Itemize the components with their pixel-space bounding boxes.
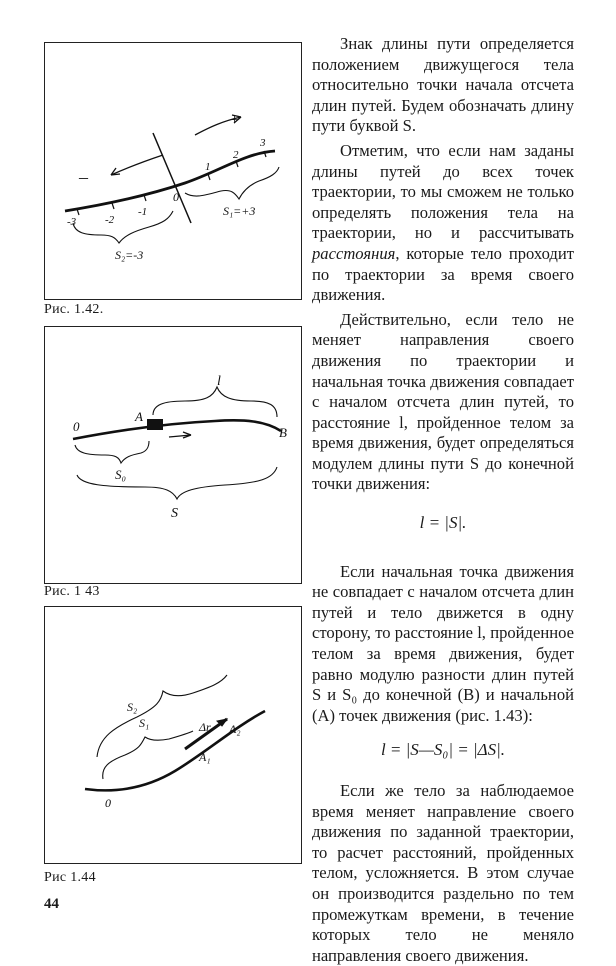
s2-label: S₂=-3 [115, 248, 144, 262]
figure-1-43-drawing [45, 327, 301, 583]
delta-r-label: Δr [199, 720, 211, 734]
figure-1-44-caption: Рис 1.44 [44, 870, 96, 885]
formula-2: l = |S—S₀| = |ΔS|. [380, 740, 506, 760]
brace-s1 [103, 731, 193, 779]
paragraph-1: Знак длины пути определяется положением движущегося тела относительно точки начала отсчета длин путей. Будем обозначать длину пути буквой S. [312, 34, 574, 136]
brace-s [77, 467, 277, 499]
brace-l [153, 387, 277, 417]
tick-label-2: 2 [233, 149, 239, 161]
s2-label: S₂ [127, 700, 138, 714]
paragraph-3: Действительно, если тело не меняет направления своего движения по траектории и начальная точка движения совпадает с началом отсчета длин путей, то расстояние l, пройденное телом за время движения, будет определяться модулем длины пути S до конечной точки движения: [312, 309, 574, 494]
figure-1-42 [44, 42, 302, 300]
figure-1-44-drawing [45, 607, 301, 863]
trajectory-curve [65, 151, 275, 211]
tick-label-minus-1: -1 [138, 206, 148, 218]
figure-1-44 [44, 606, 302, 864]
point-a-label: A [135, 409, 143, 424]
tick-label-minus-2: -2 [105, 214, 115, 226]
paragraph-4: Если начальная точка движения не совпадает с началом отсчета длин путей и тело движется в одну сторону, то расстояние l, пройденное телом за время движения, будет равно модулю разности длин путей S и S₀ до конечной (B) и начальной (A) точек движения (рис. 1.43): [312, 561, 574, 725]
arrow-backward [111, 155, 163, 175]
page-number: 44 [44, 896, 59, 912]
s1-label: S₁ [139, 716, 150, 730]
origin-axis-line [153, 133, 191, 223]
l-label: l [217, 374, 221, 389]
body-text-column [312, 34, 574, 966]
point-o-label: 0 [73, 419, 80, 434]
s0-label: S₀ [115, 467, 127, 482]
paragraph-2-part-a: Отметим, что если нам заданы длины путей до всех точек траектории, то мы сможем не только определять положения тела на траектории, но и рассчитывать [312, 140, 574, 243]
plus-sign: + [229, 112, 240, 129]
point-b-label: B [279, 425, 287, 440]
s1-label: S₁=+3 [223, 204, 256, 218]
paragraph-2 [312, 141, 574, 306]
figure-1-42-caption: Рис. 1.42. [44, 302, 104, 317]
figure-1-43-caption: Рис. 1 43 [44, 584, 100, 599]
tick-label-minus-3: -3 [67, 216, 77, 228]
brace-s2 [97, 675, 227, 757]
tick-label-1: 1 [205, 161, 211, 173]
brace-s1 [185, 167, 279, 199]
paragraph-2-emphasis: расстояния [312, 243, 396, 263]
point-a1-label: A₁ [199, 750, 211, 764]
tick-label-3: 3 [260, 137, 266, 149]
body-marker [147, 419, 163, 430]
s-label: S [171, 506, 178, 521]
brace-s0 [75, 441, 149, 463]
zero-label: 0 [173, 190, 179, 204]
point-a2-label: A₂ [229, 722, 241, 736]
figure-1-42-drawing [45, 43, 301, 299]
formula-1: l = |S|. [419, 513, 467, 533]
brace-s2 [73, 211, 173, 243]
paragraph-2-part-b: , которые тело проходит по траектории за время своего движения. [312, 243, 574, 305]
minus-sign: – [79, 167, 88, 187]
figure-1-43 [44, 326, 302, 584]
point-o-label: 0 [105, 796, 111, 810]
paragraph-5: Если же тело за наблюдаемое время меняет направление своего движения по заданной траектории, то расчет расстояний, пройденных телом, усложняется. В этом случае он производится раздельно по тем промежуткам времени, в течение которых тело не меняло направления своего движения. [312, 781, 574, 965]
